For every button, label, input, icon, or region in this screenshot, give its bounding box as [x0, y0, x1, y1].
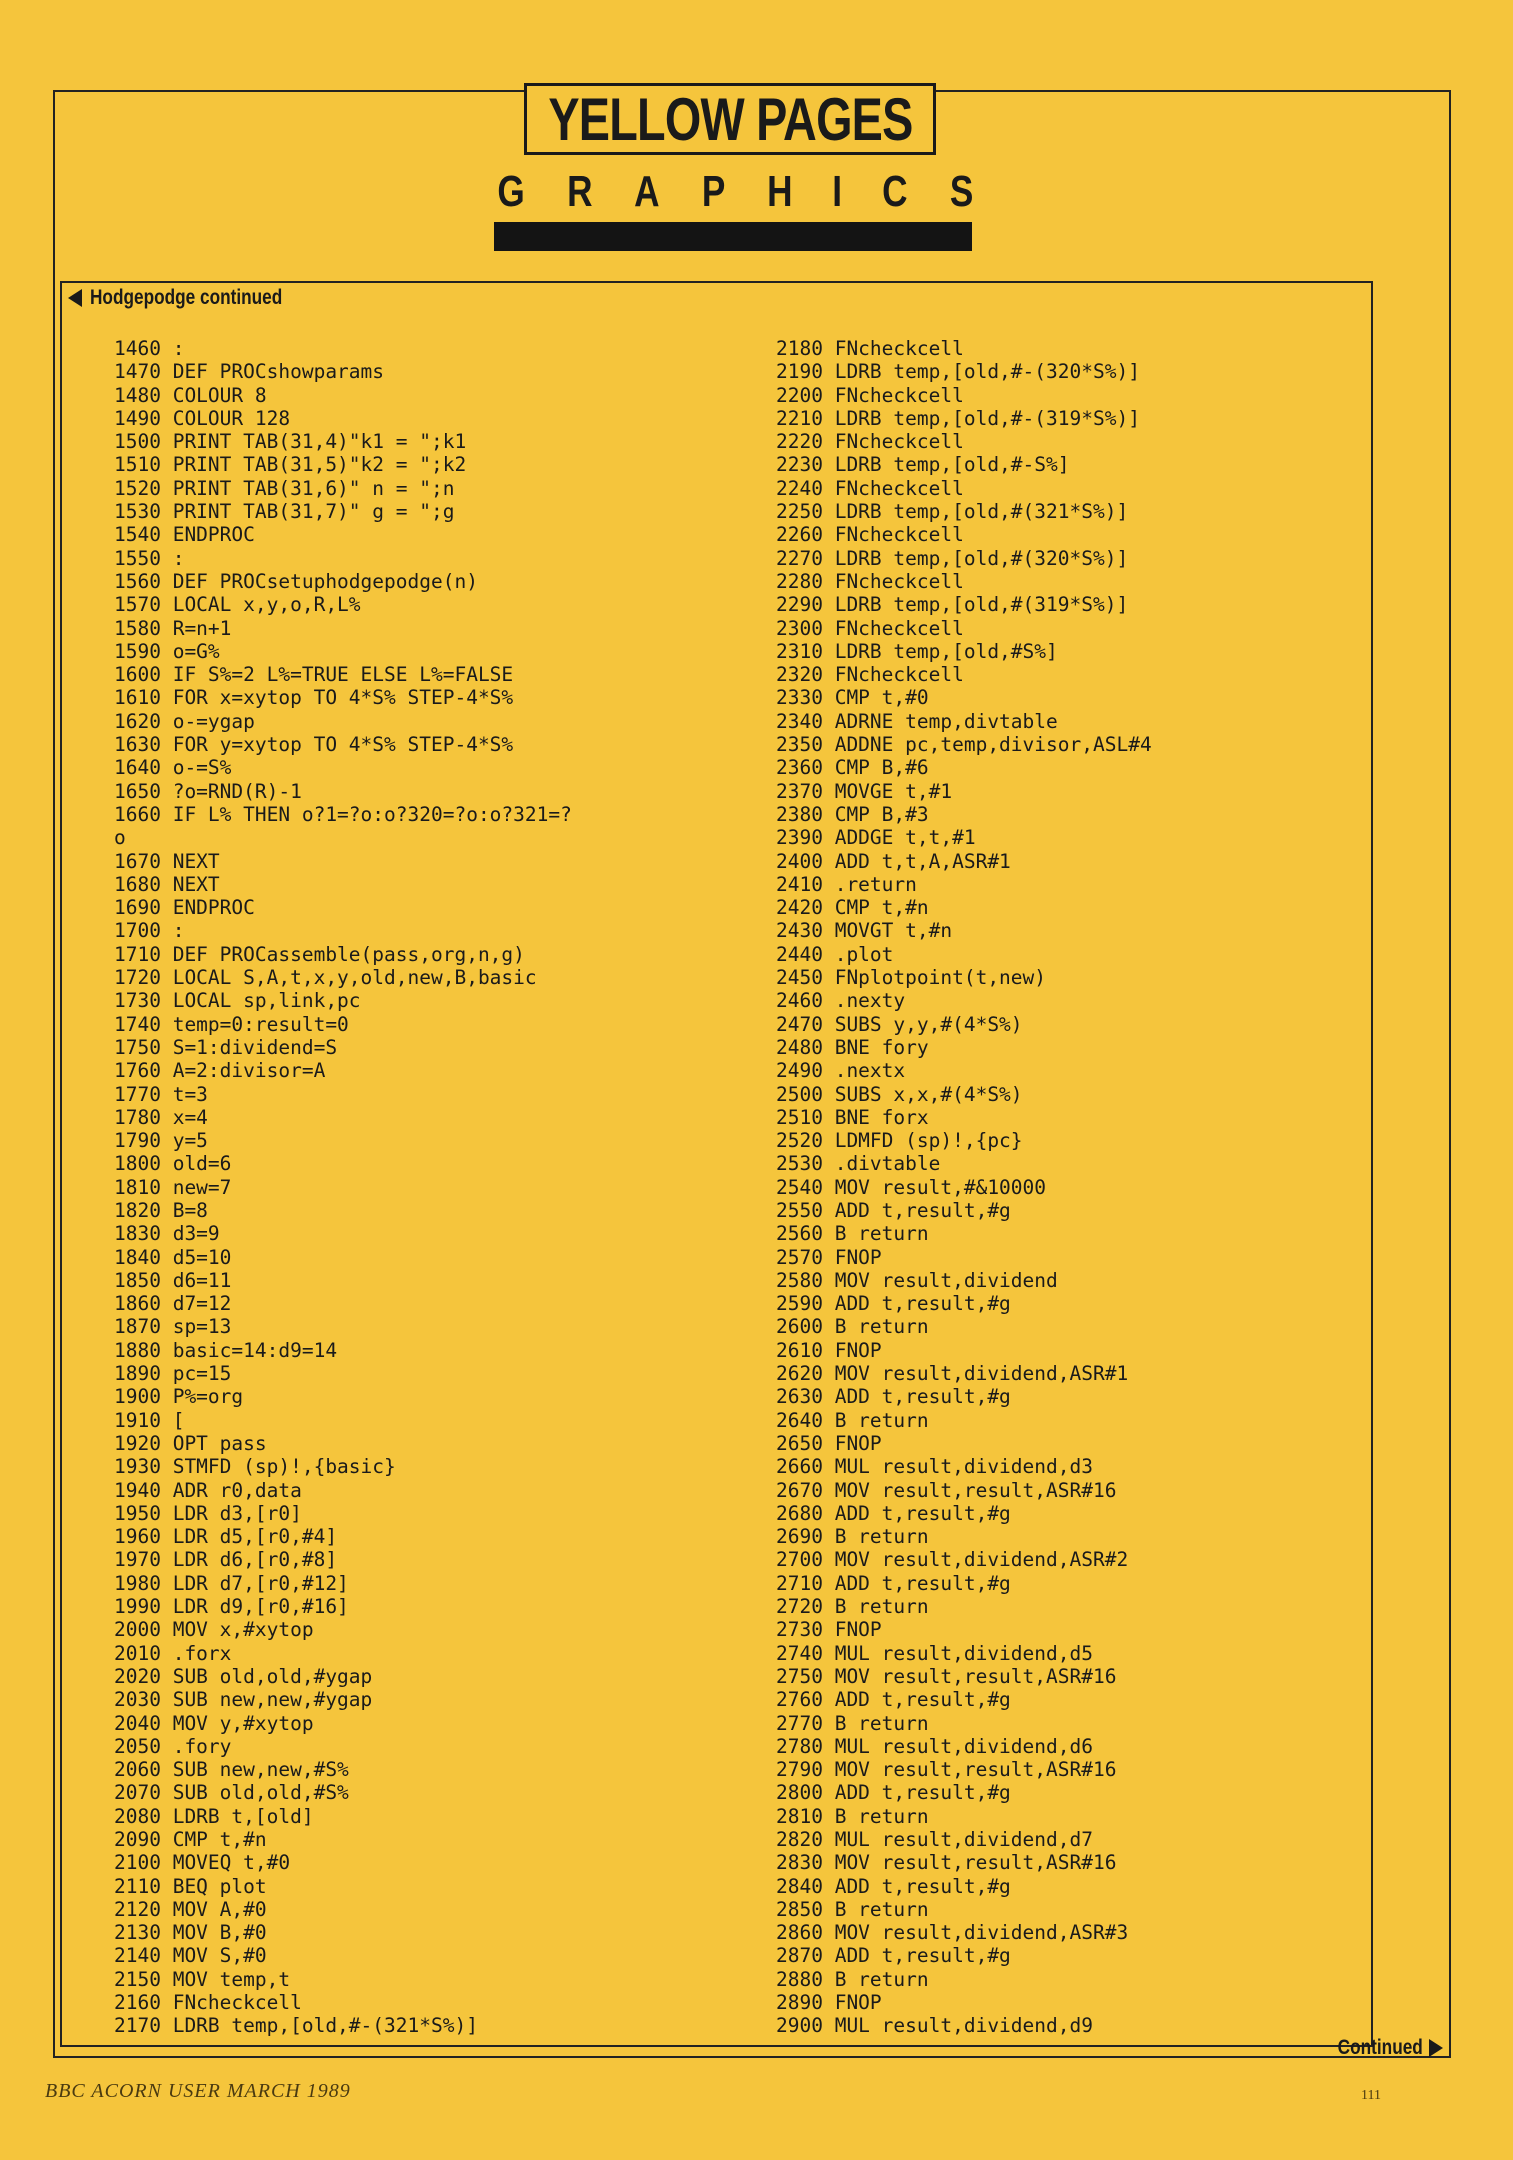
- code-line: 2800 ADD t,result,#g: [776, 1781, 1011, 1805]
- code-line: 2420 CMP t,#n: [776, 896, 929, 920]
- code-line: 1490 COLOUR 128: [114, 406, 291, 430]
- code-line: 2640 B return: [776, 1408, 929, 1432]
- code-line: 2610 FNOP: [776, 1338, 882, 1362]
- code-line: 2050 .fory: [114, 1734, 232, 1758]
- code-line: 2560 B return: [776, 1222, 929, 1246]
- code-line: 2190 LDRB temp,[old,#-(320*S%)]: [776, 360, 1140, 384]
- code-line: 2730 FNOP: [776, 1618, 882, 1642]
- code-line: 2860 MOV result,dividend,ASR#3: [776, 1921, 1129, 1945]
- code-line: 2270 LDRB temp,[old,#(320*S%)]: [776, 546, 1129, 570]
- code-line: 1730 LOCAL sp,link,pc: [114, 989, 361, 1013]
- section-letter: R: [567, 167, 593, 216]
- code-line: 1860 d7=12: [114, 1292, 232, 1316]
- code-line: 2770 B return: [776, 1711, 929, 1735]
- code-line: 1700 :: [114, 919, 185, 943]
- arrow-right-icon: [1429, 2039, 1443, 2057]
- code-line: 1630 FOR y=xytop TO 4*S% STEP-4*S%: [114, 733, 514, 757]
- code-line: 2830 MOV result,result,ASR#16: [776, 1851, 1117, 1875]
- masthead: [524, 83, 936, 155]
- code-line: 2160 FNcheckcell: [114, 1991, 302, 2015]
- code-line: 1540 ENDPROC: [114, 523, 255, 547]
- code-line: 2740 MUL result,dividend,d5: [776, 1641, 1093, 1665]
- code-line: 1570 LOCAL x,y,o,R,L%: [114, 593, 361, 617]
- section-letter: H: [766, 167, 793, 216]
- code-line: 2170 LDRB temp,[old,#-(321*S%)]: [114, 2014, 478, 2038]
- code-line: 2280 FNcheckcell: [776, 569, 964, 593]
- section-letter: A: [634, 167, 660, 216]
- code-line: 2850 B return: [776, 1897, 929, 1921]
- code-line: 2100 MOVEQ t,#0: [114, 1851, 291, 1875]
- page-number: 111: [1361, 2088, 1381, 2103]
- code-line: 1980 LDR d7,[r0,#12]: [114, 1571, 349, 1595]
- code-line: 2870 ADD t,result,#g: [776, 1944, 1011, 1968]
- code-line: 2400 ADD t,t,A,ASR#1: [776, 849, 1011, 873]
- code-line: 1690 ENDPROC: [114, 896, 255, 920]
- code-line: o: [114, 826, 126, 850]
- code-line: 2410 .return: [776, 872, 917, 896]
- code-line: 2380 CMP B,#3: [776, 802, 929, 826]
- code-line: 2500 SUBS x,x,#(4*S%): [776, 1082, 1023, 1106]
- code-line: 2320 FNcheckcell: [776, 663, 964, 687]
- code-line: 1780 x=4: [114, 1105, 208, 1129]
- code-line: 1680 NEXT: [114, 872, 220, 896]
- code-line: 2580 MOV result,dividend: [776, 1268, 1058, 1292]
- code-line: 2890 FNOP: [776, 1991, 882, 2015]
- code-line: 2590 ADD t,result,#g: [776, 1292, 1011, 1316]
- code-line: 1460 :: [114, 337, 185, 360]
- code-line: 1770 t=3: [114, 1082, 208, 1106]
- code-line: 2460 .nexty: [776, 989, 906, 1013]
- code-line: 2180 FNcheckcell: [776, 337, 964, 360]
- code-line: 1590 o=G%: [114, 639, 220, 663]
- code-line: 1710 DEF PROCassemble(pass,org,n,g): [114, 942, 525, 966]
- code-line: 2840 ADD t,result,#g: [776, 1874, 1011, 1898]
- code-line: 2900 MUL result,dividend,d9: [776, 2014, 1093, 2038]
- code-line: 2020 SUB old,old,#ygap: [114, 1664, 373, 1688]
- code-line: 2760 ADD t,result,#g: [776, 1688, 1011, 1712]
- code-line: 2720 B return: [776, 1595, 929, 1619]
- code-line: 1970 LDR d6,[r0,#8]: [114, 1548, 338, 1572]
- code-line: 1960 LDR d5,[r0,#4]: [114, 1525, 338, 1549]
- listing-column-left: [114, 337, 674, 2038]
- code-line: 2210 LDRB temp,[old,#-(319*S%)]: [776, 406, 1140, 430]
- code-line: 1900 P%=org: [114, 1385, 244, 1409]
- code-line: 2110 BEQ plot: [114, 1874, 267, 1898]
- code-line: 2600 B return: [776, 1315, 929, 1339]
- masthead-title: YELLOW PAGES: [547, 85, 913, 153]
- code-line: 1760 A=2:divisor=A: [114, 1059, 326, 1083]
- code-line: 2530 .divtable: [776, 1152, 941, 1176]
- code-line: 2660 MUL result,dividend,d3: [776, 1455, 1093, 1479]
- code-line: 2820 MUL result,dividend,d7: [776, 1828, 1093, 1851]
- code-line: 1610 FOR x=xytop TO 4*S% STEP-4*S%: [114, 686, 514, 710]
- code-line: 1870 sp=13: [114, 1315, 232, 1339]
- continued-from: [68, 284, 324, 312]
- code-line: 2070 SUB old,old,#S%: [114, 1781, 349, 1805]
- code-line: 1840 d5=10: [114, 1245, 232, 1269]
- code-line: 2060 SUB new,new,#S%: [114, 1758, 349, 1782]
- code-line: 2430 MOVGT t,#n: [776, 919, 953, 943]
- code-line: 1880 basic=14:d9=14: [114, 1338, 338, 1362]
- arrow-left-icon: [68, 289, 82, 307]
- code-line: 2350 ADDNE pc,temp,divisor,ASL#4: [776, 733, 1152, 757]
- code-line: 2690 B return: [776, 1525, 929, 1549]
- code-line: 1640 o-=S%: [114, 756, 232, 780]
- code-line: 2650 FNOP: [776, 1431, 882, 1455]
- code-line: 1550 :: [114, 546, 185, 570]
- section-letter: P: [701, 167, 726, 216]
- code-line: 2080 LDRB t,[old]: [114, 1804, 314, 1828]
- header-bar: [494, 222, 972, 251]
- code-line: 2810 B return: [776, 1804, 929, 1828]
- code-line: 2330 CMP t,#0: [776, 686, 929, 710]
- code-line: 1990 LDR d9,[r0,#16]: [114, 1595, 349, 1619]
- code-line: 2230 LDRB temp,[old,#-S%]: [776, 453, 1070, 477]
- code-line: 2550 ADD t,result,#g: [776, 1198, 1011, 1222]
- code-line: 2700 MOV result,dividend,ASR#2: [776, 1548, 1129, 1572]
- code-line: 2000 MOV x,#xytop: [114, 1618, 314, 1642]
- code-line: 2880 B return: [776, 1967, 929, 1991]
- code-line: 2520 LDMFD (sp)!,{pc}: [776, 1129, 1023, 1153]
- publication-footer: BBC ACORN USER MARCH 1989: [45, 2080, 351, 2102]
- code-line: 1830 d3=9: [114, 1222, 220, 1246]
- code-line: 2360 CMP B,#6: [776, 756, 929, 780]
- code-line: 2780 MUL result,dividend,d6: [776, 1734, 1093, 1758]
- code-line: 1720 LOCAL S,A,t,x,y,old,new,B,basic: [114, 966, 537, 990]
- code-line: 2150 MOV temp,t: [114, 1967, 291, 1991]
- code-line: 1510 PRINT TAB(31,5)"k2 = ";k2: [114, 453, 467, 477]
- code-line: 2290 LDRB temp,[old,#(319*S%)]: [776, 593, 1129, 617]
- code-line: 1600 IF S%=2 L%=TRUE ELSE L%=FALSE: [114, 663, 514, 687]
- code-line: 1800 old=6: [114, 1152, 232, 1176]
- code-line: 2240 FNcheckcell: [776, 476, 964, 500]
- listing-column-right: [776, 337, 1416, 2038]
- code-line: 2040 MOV y,#xytop: [114, 1711, 314, 1735]
- code-line: 2120 MOV A,#0: [114, 1897, 267, 1921]
- code-line: 2030 SUB new,new,#ygap: [114, 1688, 373, 1712]
- code-line: 2130 MOV B,#0: [114, 1921, 267, 1945]
- code-line: 1940 ADR r0,data: [114, 1478, 302, 1502]
- continued-to-label: Continued: [1337, 2036, 1423, 2059]
- continued-from-label: Hodgepodge continued: [90, 286, 283, 309]
- code-line: 1930 STMFD (sp)!,{basic}: [114, 1455, 396, 1479]
- code-line: 2540 MOV result,#&10000: [776, 1175, 1047, 1199]
- code-line: 1890 pc=15: [114, 1362, 232, 1386]
- code-line: 2390 ADDGE t,t,#1: [776, 826, 976, 850]
- code-line: 1530 PRINT TAB(31,7)" g = ";g: [114, 500, 455, 524]
- section-letter: I: [832, 167, 843, 216]
- code-line: 2570 FNOP: [776, 1245, 882, 1269]
- code-line: 1810 new=7: [114, 1175, 232, 1199]
- section-letter: C: [882, 167, 908, 216]
- code-line: 1480 COLOUR 8: [114, 383, 267, 407]
- code-line: 2300 FNcheckcell: [776, 616, 964, 640]
- section-letter: S: [949, 167, 973, 216]
- code-line: 1740 temp=0:result=0: [114, 1012, 349, 1036]
- code-line: 2620 MOV result,dividend,ASR#1: [776, 1362, 1129, 1386]
- code-line: 2790 MOV result,result,ASR#16: [776, 1758, 1117, 1782]
- code-line: 1470 DEF PROCshowparams: [114, 360, 385, 384]
- code-line: 1910 [: [114, 1408, 185, 1432]
- code-line: 2670 MOV result,result,ASR#16: [776, 1478, 1117, 1502]
- section-letter: G: [497, 167, 525, 216]
- code-line: 1500 PRINT TAB(31,4)"k1 = ";k1: [114, 430, 467, 454]
- code-line: 2200 FNcheckcell: [776, 383, 964, 407]
- code-line: 1670 NEXT: [114, 849, 220, 873]
- code-line: 2250 LDRB temp,[old,#(321*S%)]: [776, 500, 1129, 524]
- code-line: 2140 MOV S,#0: [114, 1944, 267, 1968]
- continued-to: [1319, 2034, 1443, 2062]
- code-line: 2260 FNcheckcell: [776, 523, 964, 547]
- code-line: 1660 IF L% THEN o?1=?o:o?320=?o:o?321=?: [114, 802, 572, 826]
- code-line: 1750 S=1:dividend=S: [114, 1035, 338, 1059]
- code-line: 1620 o-=ygap: [114, 709, 255, 733]
- code-line: 1920 OPT pass: [114, 1431, 267, 1455]
- code-line: 2010 .forx: [114, 1641, 232, 1665]
- code-line: 1650 ?o=RND(R)-1: [114, 779, 302, 803]
- code-line: 2510 BNE forx: [776, 1105, 929, 1129]
- code-line: 2480 BNE fory: [776, 1035, 929, 1059]
- code-line: 2090 CMP t,#n: [114, 1828, 267, 1851]
- code-line: 2710 ADD t,result,#g: [776, 1571, 1011, 1595]
- code-line: 2750 MOV result,result,ASR#16: [776, 1664, 1117, 1688]
- code-line: 1580 R=n+1: [114, 616, 232, 640]
- code-line: 1820 B=8: [114, 1198, 208, 1222]
- code-line: 2370 MOVGE t,#1: [776, 779, 953, 803]
- code-line: 2340 ADRNE temp,divtable: [776, 709, 1058, 733]
- code-line: 2440 .plot: [776, 942, 894, 966]
- code-line: 2630 ADD t,result,#g: [776, 1385, 1011, 1409]
- code-line: 1520 PRINT TAB(31,6)" n = ";n: [114, 476, 455, 500]
- code-line: 2680 ADD t,result,#g: [776, 1501, 1011, 1525]
- code-line: 2310 LDRB temp,[old,#S%]: [776, 639, 1058, 663]
- code-line: 2450 FNplotpoint(t,new): [776, 966, 1047, 990]
- code-line: 2220 FNcheckcell: [776, 430, 964, 454]
- code-line: 2490 .nextx: [776, 1059, 906, 1083]
- code-line: 2470 SUBS y,y,#(4*S%): [776, 1012, 1023, 1036]
- code-line: 1790 y=5: [114, 1129, 208, 1153]
- section-title: [494, 168, 976, 216]
- code-line: 1850 d6=11: [114, 1268, 232, 1292]
- code-line: 1950 LDR d3,[r0]: [114, 1501, 302, 1525]
- code-line: 1560 DEF PROCsetuphodgepodge(n): [114, 569, 478, 593]
